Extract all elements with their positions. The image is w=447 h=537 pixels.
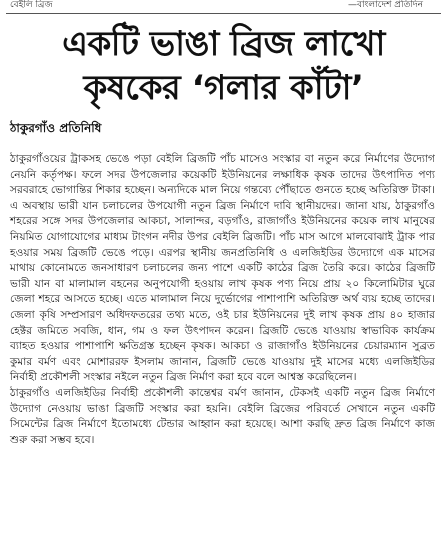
article-headline [0, 22, 447, 110]
headline-line-2: কৃষকের ‘গলার কাঁটা’ [83, 68, 364, 108]
headline-line-1: একটি ভাঙা ব্রিজ লাখো [62, 24, 385, 64]
source-label: —বাংলাদেশ প্রতিদিন [347, 0, 423, 10]
article-byline: ঠাকুরগাঁও প্রতিনিধি [10, 121, 102, 135]
article-paragraph-2: ঠাকুরগাঁও এলজিইডির নির্বাহী প্রকৌশলী কান্তেশ্বর বর্মণ জানান, টেকসই একটি নতুন ব্রিজ নির্মাণে উদ্যোগ নেওয়ায় ভাঙা ব্রিজটি সংস্কার করা হয়নি। বেইলি ব্রিজের পরিবর্তে সেখানে নতুন একটি সিমেন্টের ব্রিজ নির্মাণে ইতোমধ্যে টেন্ডার আহ্বান করা হয়েছে। আশা করছি দ্রুত ব্রিজ নির্মাণে কাজ শুরু করা সম্ভব হবে। [10, 386, 435, 446]
clipping-header-bar [6, 0, 441, 14]
article-body [10, 152, 435, 448]
section-label: বেইলি ব্রিজ [10, 0, 53, 10]
article-paragraph-1: ঠাকুরগাঁওয়ের ট্রাকসহ ভেঙে পড়া বেইলি ব্রিজটি পাঁচ মাসেও সংস্কার বা নতুন করে নির্মাণের উদ্যোগ নেয়নি কর্তৃপক্ষ। ফলে সদর উপজেলার কয়েকটি ইউনিয়নের লক্ষাধিক কৃষক তাদের উৎপাদিত পণ্য সরবরাহে ভোগান্তির শিকার হচ্ছেন। অন্যদিকে মাল নিয়ে গন্তব্যে পৌঁছাতে গুনতে হচ্ছে অতিরিক্ত টাকা। এ অবস্থায় ভারী যান চলাচলের উপযোগী নতুন ব্রিজ নির্মাণে দাবি স্থানীয়দের। জানা যায়, ঠাকুরগাঁও শহরের সঙ্গে সদর উপজেলার আকচা, সালান্দর, বড়গাঁও, রাজাগাঁও ইউনিয়নের কয়েক লাখ মানুষের নিয়মিত যোগাযোগের মাধ্যম টাংগন নদীর উপর বেইলি ব্রিজটি। পাঁচ মাস আগে মালবোঝাই ট্রাক পার হওয়ার সময় ব্রিজটি ভেঙে পড়ে। এরপর স্থানীয় জনপ্রতিনিধি ও এলজিইডির উদ্যোগে এক মাসের মাথায় কোনোমতে জনসাধারণ চলাচলের জন্য পাশে একটি কাঠের ব্রিজ তৈরি করে। কাঠের ব্রিজটি ভারী যান বা মালামাল বহনের অনুপযোগী হওয়ায় লাখ কৃষক পণ্য নিয়ে প্রায় ২০ কিলোমিটার ঘুরে জেলা শহরে আসতে হচ্ছে। এতে মালামাল নিয়ে দুর্ভোগের পাশাপাশি অতিরিক্ত অর্থ ব্যয় হচ্ছে তাদের। জেলা কৃষি সম্প্রসারণ অধিদফতরের তথ্য মতে, ওই চার ইউনিয়নের দুই লাখ কৃষক প্রায় ৪০ হাজার হেক্টর জমিতে সবজি, ধান, গম ও ফল উৎপাদন করেন। ব্রিজটি ভেঙে যাওয়ায় স্বাভাবিক কার্যক্রম ব্যাহত হওয়ার পাশাপাশি ক্ষতিগ্রস্ত হচ্ছেন কৃষক। আকচা ও রাজাগাঁও ইউনিয়নের চেয়ারম্যান সুব্রত কুমার বর্মণ এবং মোশাররফ ইসলাম জানান, ব্রিজটি ভেঙে যাওয়ায় দুই মাসের মধ্যে এলজিইডির নির্বাহী প্রকৌশলী সংস্কার নইলে নতুন ব্রিজ নির্মাণ করা হবে বলে আশ্বস্ত করেছিলেন। [10, 153, 436, 384]
